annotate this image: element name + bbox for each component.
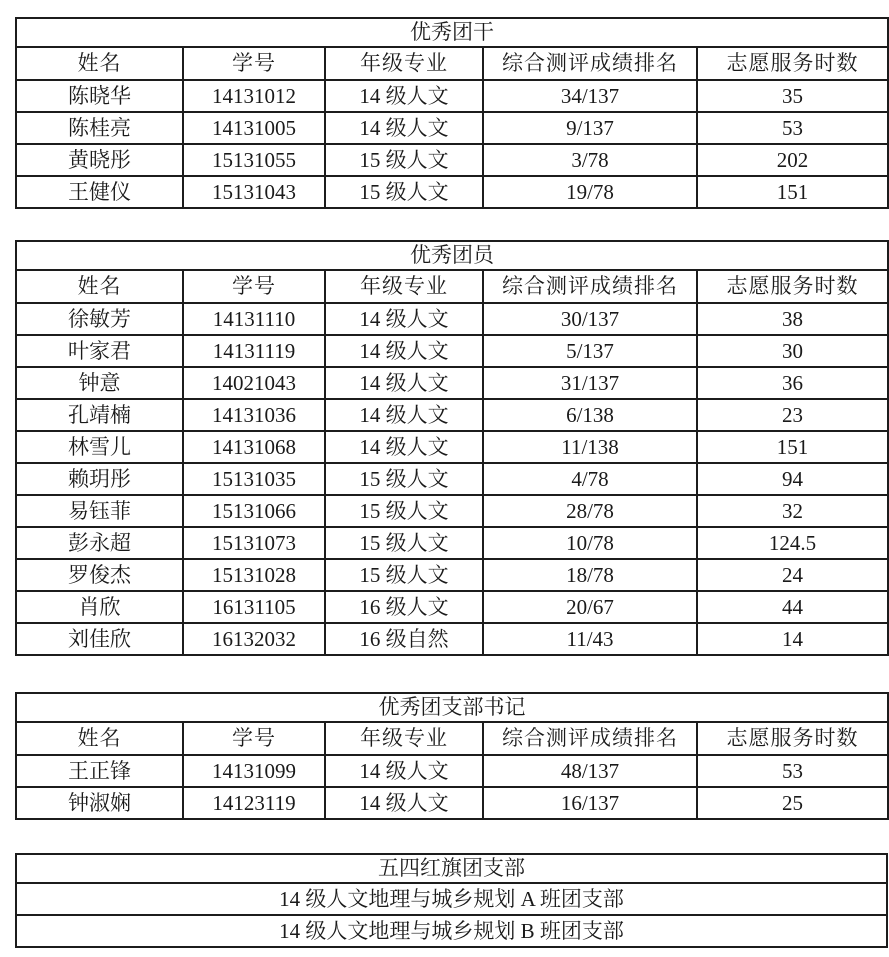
table-title: 优秀团员 — [16, 241, 888, 270]
table-cell: 罗俊杰 — [16, 559, 183, 591]
table-cell: 36 — [697, 367, 888, 399]
table-cell: 15 级人文 — [325, 527, 483, 559]
table-cell: 14123119 — [183, 787, 325, 819]
table-cell: 徐敏芳 — [16, 303, 183, 335]
column-header: 学号 — [183, 47, 325, 80]
table-header-row — [16, 47, 888, 80]
column-header: 年级专业 — [325, 47, 483, 80]
table-cell: 9/137 — [483, 112, 697, 144]
table-cell: 林雪儿 — [16, 431, 183, 463]
table-cell: 15 级人文 — [325, 176, 483, 208]
table-row — [16, 915, 887, 947]
table-cell: 14 级人文 — [325, 787, 483, 819]
table-cell: 14 级人文地理与城乡规划 A 班团支部 — [16, 883, 887, 915]
table-cell: 14131012 — [183, 80, 325, 112]
table-cell: 20/67 — [483, 591, 697, 623]
table-cell: 14131110 — [183, 303, 325, 335]
table-cell: 151 — [697, 176, 888, 208]
table-cell: 124.5 — [697, 527, 888, 559]
table-cell: 14021043 — [183, 367, 325, 399]
table-cell: 34/137 — [483, 80, 697, 112]
table-title-row — [16, 693, 888, 722]
table-row — [16, 112, 888, 144]
table-title-row — [16, 18, 888, 47]
table-cell: 14 级人文 — [325, 431, 483, 463]
table-cell: 38 — [697, 303, 888, 335]
table-cell: 14 级人文 — [325, 755, 483, 787]
table-cell: 赖玥彤 — [16, 463, 183, 495]
table-excellent-league-members — [15, 240, 889, 656]
table-cell: 14 — [697, 623, 888, 655]
column-header: 年级专业 — [325, 270, 483, 303]
table-cell: 15131035 — [183, 463, 325, 495]
column-header: 学号 — [183, 270, 325, 303]
table-cell: 25 — [697, 787, 888, 819]
table-cell: 14 级人文 — [325, 335, 483, 367]
table-cell: 32 — [697, 495, 888, 527]
column-header: 姓名 — [16, 47, 183, 80]
table-row — [16, 755, 888, 787]
table-row — [16, 303, 888, 335]
table-row — [16, 335, 888, 367]
table-cell: 16132032 — [183, 623, 325, 655]
table-row — [16, 367, 888, 399]
table-cell: 16 级自然 — [325, 623, 483, 655]
table-cell: 14131005 — [183, 112, 325, 144]
table-cell: 11/43 — [483, 623, 697, 655]
table-cell: 151 — [697, 431, 888, 463]
column-header: 学号 — [183, 722, 325, 755]
table-cell: 钟意 — [16, 367, 183, 399]
column-header: 志愿服务时数 — [697, 722, 888, 755]
table-cell: 19/78 — [483, 176, 697, 208]
table-cell: 53 — [697, 112, 888, 144]
table-cell: 30/137 — [483, 303, 697, 335]
table-cell: 14 级人文地理与城乡规划 B 班团支部 — [16, 915, 887, 947]
table-cell: 14131099 — [183, 755, 325, 787]
table-cell: 28/78 — [483, 495, 697, 527]
table-row — [16, 144, 888, 176]
table-may-fourth-red-flag-league-branches — [15, 853, 888, 948]
table-row — [16, 80, 888, 112]
table-row — [16, 431, 888, 463]
table-cell: 陈晓华 — [16, 80, 183, 112]
table-cell: 5/137 — [483, 335, 697, 367]
table-title: 优秀团干 — [16, 18, 888, 47]
table-cell: 18/78 — [483, 559, 697, 591]
table-cell: 30 — [697, 335, 888, 367]
table-cell: 肖欣 — [16, 591, 183, 623]
table-cell: 14 级人文 — [325, 367, 483, 399]
table-cell: 53 — [697, 755, 888, 787]
table-row — [16, 463, 888, 495]
table-row — [16, 883, 887, 915]
column-header: 姓名 — [16, 270, 183, 303]
table-row — [16, 176, 888, 208]
table-cell: 钟淑娴 — [16, 787, 183, 819]
table-row — [16, 559, 888, 591]
table-cell: 15131043 — [183, 176, 325, 208]
table-cell: 15 级人文 — [325, 495, 483, 527]
table-cell: 15 级人文 — [325, 559, 483, 591]
table-row — [16, 787, 888, 819]
table-excellent-league-branch-secretaries — [15, 692, 889, 820]
table-cell: 14 级人文 — [325, 80, 483, 112]
table-cell: 王健仪 — [16, 176, 183, 208]
table-row — [16, 495, 888, 527]
table-row — [16, 399, 888, 431]
table-cell: 刘佳欣 — [16, 623, 183, 655]
table-cell: 94 — [697, 463, 888, 495]
table-cell: 48/137 — [483, 755, 697, 787]
table-cell: 14 级人文 — [325, 112, 483, 144]
table-title-row — [16, 241, 888, 270]
column-header: 综合测评成绩排名 — [483, 270, 697, 303]
table-cell: 陈桂亮 — [16, 112, 183, 144]
table-cell: 16131105 — [183, 591, 325, 623]
table-cell: 16 级人文 — [325, 591, 483, 623]
column-header: 综合测评成绩排名 — [483, 722, 697, 755]
table-cell: 31/137 — [483, 367, 697, 399]
table-cell: 15131073 — [183, 527, 325, 559]
table-cell: 15 级人文 — [325, 144, 483, 176]
table-cell: 易钰菲 — [16, 495, 183, 527]
table-cell: 叶家君 — [16, 335, 183, 367]
table-row — [16, 623, 888, 655]
table-cell: 15131028 — [183, 559, 325, 591]
table-cell: 202 — [697, 144, 888, 176]
table-title-row — [16, 854, 887, 883]
table-cell: 15131066 — [183, 495, 325, 527]
table-cell: 黄晓彤 — [16, 144, 183, 176]
table-cell: 6/138 — [483, 399, 697, 431]
table-cell: 彭永超 — [16, 527, 183, 559]
table-title: 优秀团支部书记 — [16, 693, 888, 722]
table-cell: 15131055 — [183, 144, 325, 176]
table-cell: 16/137 — [483, 787, 697, 819]
table-cell: 14 级人文 — [325, 303, 483, 335]
column-header: 综合测评成绩排名 — [483, 47, 697, 80]
table-cell: 3/78 — [483, 144, 697, 176]
table-cell: 24 — [697, 559, 888, 591]
table-cell: 10/78 — [483, 527, 697, 559]
table-cell: 4/78 — [483, 463, 697, 495]
table-header-row — [16, 270, 888, 303]
table-cell: 11/138 — [483, 431, 697, 463]
column-header: 姓名 — [16, 722, 183, 755]
table-cell: 44 — [697, 591, 888, 623]
column-header: 志愿服务时数 — [697, 47, 888, 80]
table-cell: 14 级人文 — [325, 399, 483, 431]
table-cell: 王正锋 — [16, 755, 183, 787]
column-header: 志愿服务时数 — [697, 270, 888, 303]
table-row — [16, 591, 888, 623]
table-cell: 14131036 — [183, 399, 325, 431]
table-cell: 15 级人文 — [325, 463, 483, 495]
column-header: 年级专业 — [325, 722, 483, 755]
table-cell: 23 — [697, 399, 888, 431]
table-excellent-league-cadres — [15, 17, 889, 209]
table-row — [16, 527, 888, 559]
table-cell: 14131119 — [183, 335, 325, 367]
table-header-row — [16, 722, 888, 755]
table-cell: 14131068 — [183, 431, 325, 463]
table-cell: 35 — [697, 80, 888, 112]
table-title: 五四红旗团支部 — [16, 854, 887, 883]
table-cell: 孔靖楠 — [16, 399, 183, 431]
